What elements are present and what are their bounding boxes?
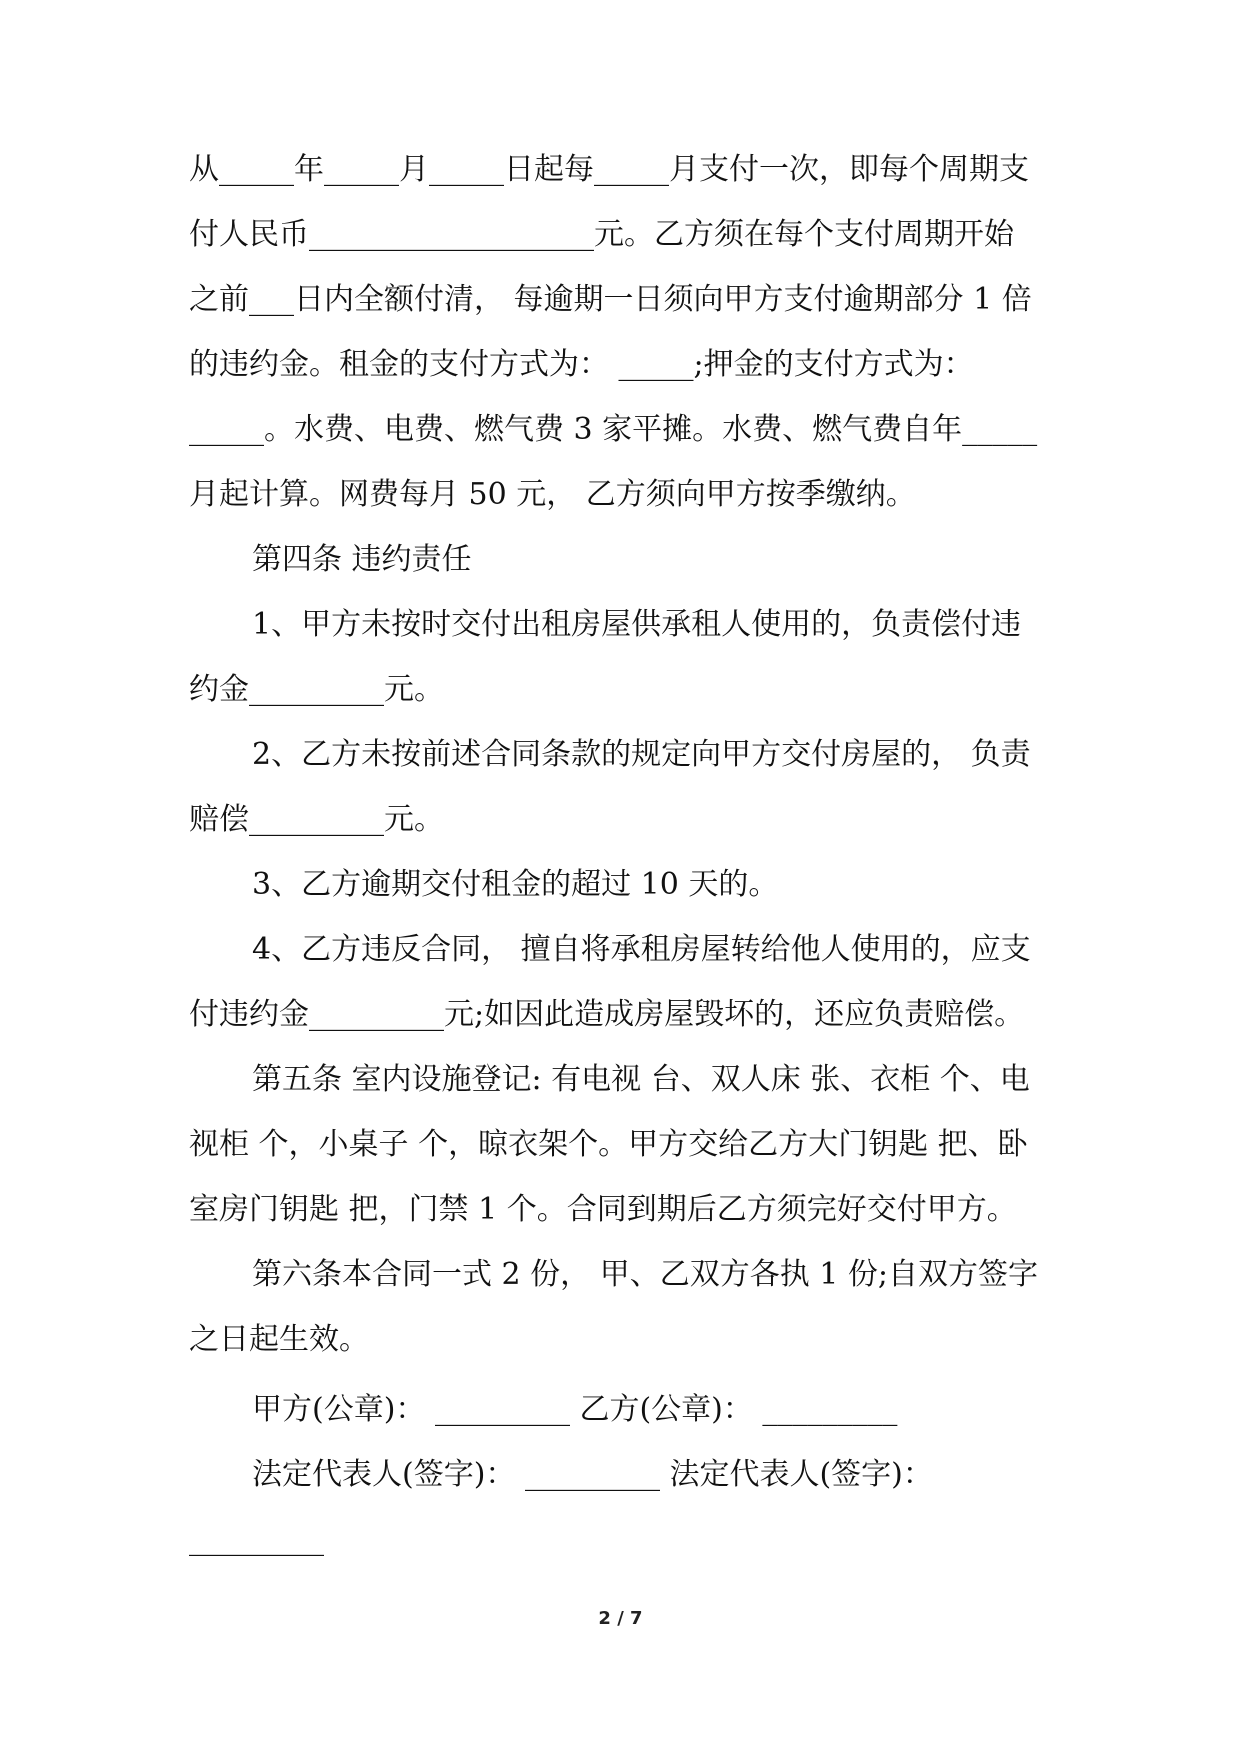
page-number: 2 / 7 bbox=[598, 1608, 643, 1629]
body-line: 视柜 个，小桌子 个，晾衣架个。甲方交给乙方大门钥匙 把、卧 bbox=[189, 1127, 1028, 1162]
body-line: 之日起生效。 bbox=[189, 1322, 369, 1357]
signature-line: 甲方(公章)： _________ 乙方(公章)： _________ bbox=[252, 1392, 898, 1427]
body-line: 3、乙方逾期交付租金的超过 10 天的。 bbox=[252, 867, 779, 902]
body-line: 室房门钥匙 把，门禁 1 个。合同到期后乙方须完好交付甲方。 bbox=[189, 1192, 1017, 1227]
body-line: 2、乙方未按前述合同条款的规定向甲方交付房屋的， 负责 bbox=[252, 737, 1031, 772]
body-line: 1、甲方未按时交付出租房屋供承租人使用的，负责偿付违 bbox=[252, 607, 1022, 642]
body-line: 的违约金。租金的支付方式为： _____;押金的支付方式为： bbox=[189, 347, 974, 382]
signature-line: 法定代表人(签字)： _________ 法定代表人(签字)： bbox=[252, 1457, 933, 1492]
body-line: _____。水费、电费、燃气费 3 家平摊。水费、燃气费自年_____ bbox=[189, 412, 1038, 447]
body-line: 之前___日内全额付清， 每逾期一日须向甲方支付逾期部分 1 倍 bbox=[189, 282, 1032, 317]
section-heading: 第六条本合同一式 2 份， 甲、乙双方各执 1 份;自双方签字 bbox=[252, 1257, 1038, 1292]
section-heading: 第五条 室内设施登记: 有电视 台、双人床 张、衣柜 个、电 bbox=[252, 1062, 1030, 1097]
body-line: 赔偿_________元。 bbox=[189, 802, 444, 837]
body-line: 月起计算。网费每月 50 元， 乙方须向甲方按季缴纳。 bbox=[189, 477, 916, 512]
signature-line: _________ bbox=[189, 1522, 324, 1557]
body-line: 付人民币___________________元。乙方须在每个支付周期开始 bbox=[189, 217, 1014, 252]
body-line: 从_____年_____月_____日起每_____月支付一次，即每个周期支 bbox=[189, 152, 1029, 187]
section-heading: 第四条 违约责任 bbox=[252, 542, 472, 577]
body-line: 付违约金_________元;如因此造成房屋毁坏的，还应负责赔偿。 bbox=[189, 997, 1025, 1032]
body-line: 4、乙方违反合同， 擅自将承租房屋转给他人使用的，应支 bbox=[252, 932, 1031, 967]
body-line: 约金_________元。 bbox=[189, 672, 444, 707]
